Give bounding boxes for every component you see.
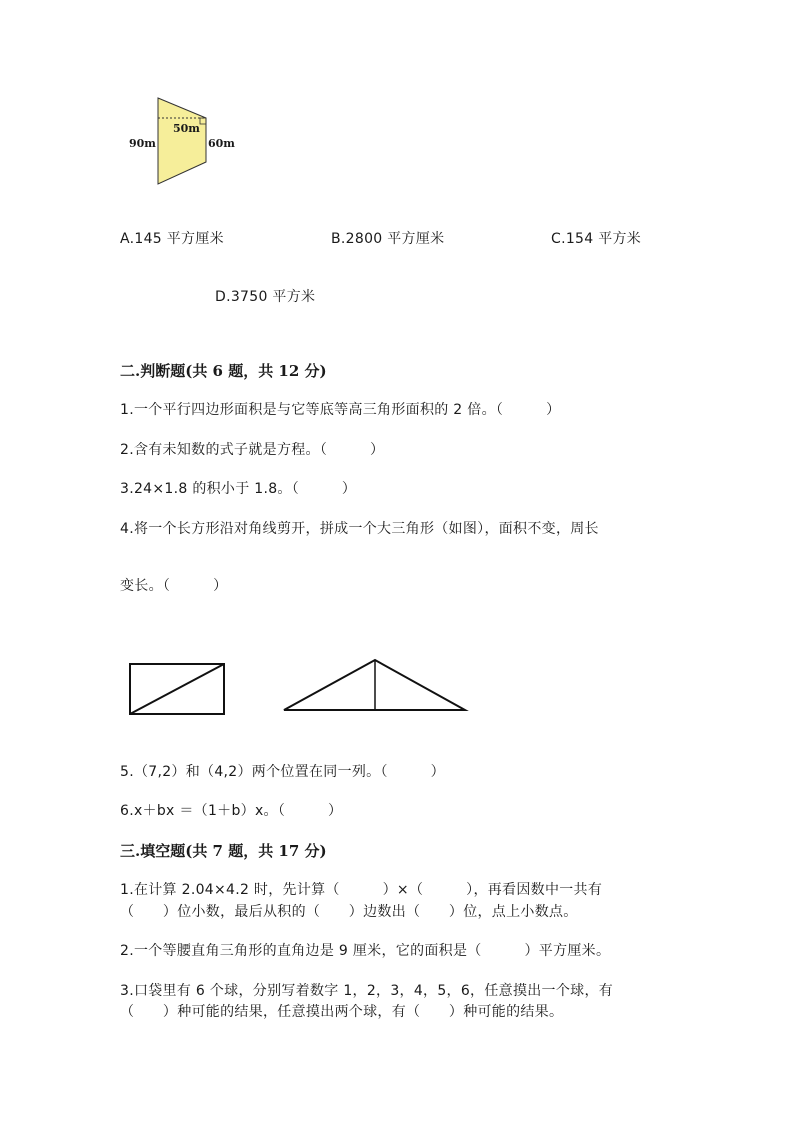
judge-question-4-line1: 4.将一个长方形沿对角线剪开，拼成一个大三角形（如图），面积不变，周长 [120,521,599,537]
judge-question-6: 6.x＋bx ＝（1＋b）x。（ ） [120,803,343,819]
option-c: C.154 平方米 [551,231,642,247]
judge-question-3: 3.24×1.8 的积小于 1.8。（ ） [120,481,357,497]
rectangle-diagonal [130,664,224,714]
judge-question-4-line2: 变长。（ ） [120,578,228,594]
fill-question-2: 2.一个等腰直角三角形的直角边是 9 厘米，它的面积是（ ）平方厘米。 [120,943,611,959]
option-b: B.2800 平方厘米 [331,231,445,247]
section3-title: 三.填空题(共 7 题，共 17 分) [120,842,327,860]
judge-question-1: 1.一个平行四边形面积是与它等底等高三角形面积的 2 倍。（ ） [120,402,561,418]
trapezoid-shape [158,98,206,184]
judge-question-5: 5.（7,2）和（4,2）两个位置在同一列。（ ） [120,764,445,780]
fill-question-3-line1: 3.口袋里有 6 个球，分别写着数字 1，2，3，4，5，6，任意摸出一个球，有 [120,983,614,999]
trapezoid-top-label: 50m [173,122,200,135]
fill-question-1-line2: （ ）位小数，最后从积的（ ）边数出（ ）位，点上小数点。 [120,904,578,920]
option-a: A.145 平方厘米 [120,231,224,247]
trapezoid-right-label: 60m [208,137,235,150]
rectangle-diagonal-figure [126,660,228,718]
fill-question-3-line2: （ ）种可能的结果，任意摸出两个球，有（ ）种可能的结果。 [120,1004,564,1020]
option-d: D.3750 平方米 [215,289,316,305]
section2-title: 二.判断题(共 6 题，共 12 分) [120,362,327,380]
fill-question-1-line1: 1.在计算 2.04×4.2 时，先计算（ ）×（ ），再看因数中一共有 [120,882,603,898]
judge-question-2: 2.含有未知数的式子就是方程。（ ） [120,442,385,458]
trapezoid-left-label: 90m [129,137,156,150]
big-triangle-figure [280,656,470,716]
